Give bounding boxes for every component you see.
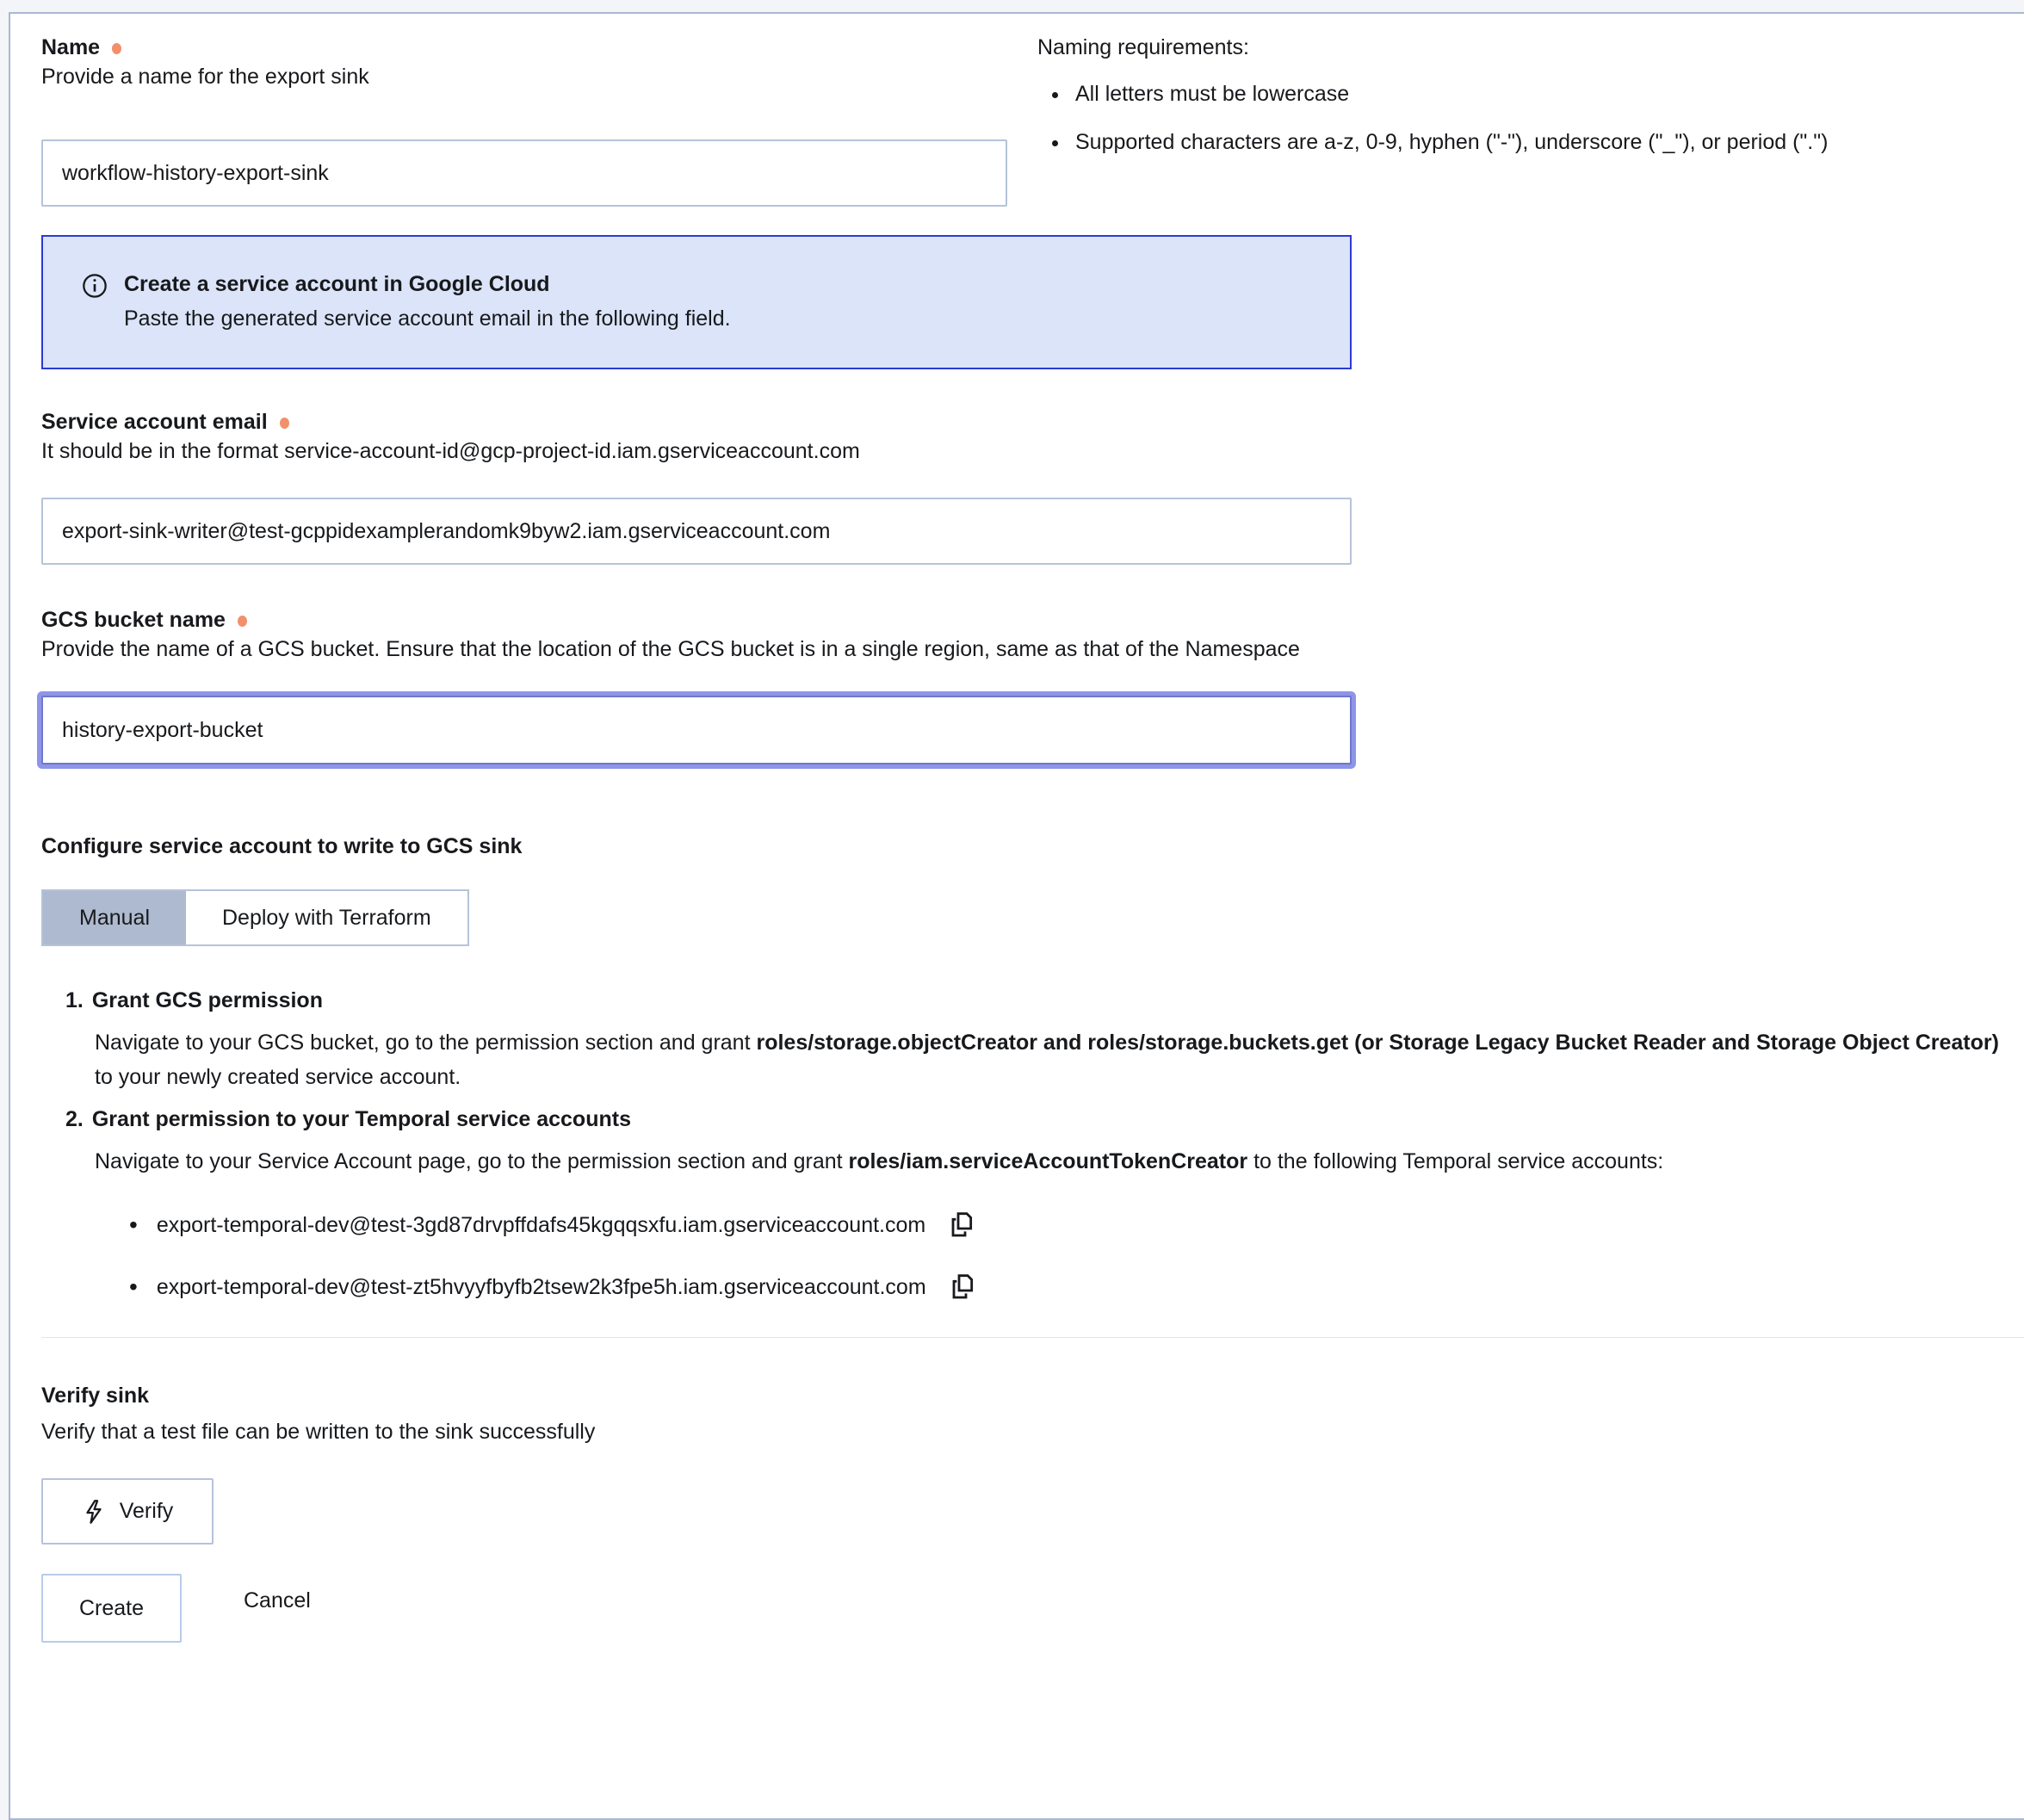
tab-manual[interactable]: Manual bbox=[43, 891, 186, 944]
service-account-description: It should be in the format service-account-id@gcp-project-id.iam.gserviceaccount.com bbox=[41, 439, 860, 463]
step-body bbox=[95, 1144, 2006, 1179]
bucket-label-row bbox=[41, 605, 2024, 635]
step-body-roles: roles/storage.objectCreator and roles/storage.buckets.get (or Storage Legacy Bucket Reader and Storage Object Creator) bbox=[756, 1031, 1999, 1055]
service-account-label-row bbox=[41, 407, 2024, 436]
tab-deploy-with-terraform[interactable]: Deploy with Terraform bbox=[222, 906, 431, 930]
verify-sink-description: Verify that a test file can be written to the sink successfully bbox=[41, 1420, 596, 1444]
step-body-text: Navigate to your GCS bucket, go to the permission section and grant bbox=[95, 1031, 757, 1055]
bucket-field-group bbox=[41, 605, 2024, 765]
cancel-button[interactable]: Cancel bbox=[238, 1588, 316, 1614]
naming-requirements bbox=[1037, 33, 2024, 207]
service-account-email: • export-temporal-dev@test-zt5hvyyfbyfb2tsew2k3fpe5h.iam.gserviceaccount.com bbox=[156, 1275, 926, 1299]
name-field-group bbox=[41, 33, 1037, 207]
step-body-text: Navigate to your Service Account page, go to the permission section and grant bbox=[95, 1149, 849, 1173]
service-account-email: • export-temporal-dev@test-3gd87drvpffdafs45kgqqsxfu.iam.gserviceaccount.com bbox=[156, 1213, 926, 1237]
required-indicator bbox=[238, 616, 247, 627]
info-banner-text bbox=[124, 269, 731, 333]
gcs-bucket-name-input[interactable] bbox=[41, 696, 1352, 765]
service-account-row bbox=[129, 1272, 2024, 1303]
name-label: Name bbox=[41, 35, 101, 59]
lightning-bolt-icon bbox=[82, 1499, 106, 1525]
step-body bbox=[95, 1025, 2006, 1094]
manual-steps bbox=[41, 986, 2024, 1303]
step-body-roles: roles/iam.serviceAccountTokenCreator bbox=[848, 1149, 1248, 1173]
configure-section-title: Configure service account to write to GCS sink bbox=[41, 834, 523, 858]
naming-requirements-list bbox=[1037, 79, 2024, 157]
name-description: Provide a name for the export sink bbox=[41, 65, 369, 89]
naming-requirement-item: • All letters must be lowercase bbox=[1070, 79, 2024, 108]
step-title bbox=[65, 986, 2024, 1015]
naming-requirement-item: • Supported characters are a-z, 0-9, hyphen ("-"), underscore ("_"), or period (".") bbox=[1070, 127, 2024, 157]
info-banner-title: Create a service account in Google Cloud bbox=[124, 272, 550, 296]
deploy-method-tabs bbox=[41, 889, 469, 946]
info-banner bbox=[41, 235, 1352, 369]
info-circle-icon bbox=[81, 272, 108, 300]
temporal-service-account-list bbox=[41, 1210, 2024, 1303]
export-sink-form-panel bbox=[9, 12, 2024, 1820]
step-title-text: Grant GCS permission bbox=[91, 988, 323, 1012]
info-banner-body: Paste the generated service account email in the following field. bbox=[124, 306, 731, 331]
create-button[interactable]: Create bbox=[41, 1574, 182, 1643]
required-indicator bbox=[280, 418, 289, 429]
step-grant-gcs-permission bbox=[41, 986, 2024, 1094]
service-account-label: Service account email bbox=[41, 410, 268, 434]
service-account-field-group bbox=[41, 407, 2024, 565]
name-and-requirements-row bbox=[41, 33, 2024, 207]
form-actions bbox=[41, 1574, 2024, 1643]
step-grant-temporal-permission bbox=[41, 1105, 2024, 1303]
copy-icon[interactable] bbox=[948, 1210, 975, 1241]
service-account-row bbox=[129, 1210, 2024, 1241]
step-body-text: to your newly created service account. bbox=[95, 1065, 461, 1089]
step-number: 1. bbox=[65, 988, 84, 1012]
required-indicator bbox=[112, 43, 121, 54]
name-label-row bbox=[41, 33, 1037, 62]
name-input[interactable] bbox=[41, 139, 1007, 207]
step-title-text: Grant permission to your Temporal service accounts bbox=[91, 1107, 631, 1131]
bucket-description: Provide the name of a GCS bucket. Ensure that the location of the GCS bucket is in a single region, same as that of the Namespace bbox=[41, 637, 1300, 661]
verify-sink-title: Verify sink bbox=[41, 1384, 150, 1408]
copy-icon[interactable] bbox=[949, 1272, 976, 1303]
step-number: 2. bbox=[65, 1107, 84, 1131]
step-body-text: to the following Temporal service accounts: bbox=[1247, 1149, 1664, 1173]
naming-requirements-title: Naming requirements: bbox=[1037, 35, 1249, 59]
service-account-email-input[interactable] bbox=[41, 498, 1352, 565]
verify-button[interactable] bbox=[41, 1478, 214, 1545]
verify-button-label: Verify bbox=[119, 1499, 174, 1523]
bucket-label: GCS bucket name bbox=[41, 608, 226, 632]
step-title bbox=[65, 1105, 2024, 1134]
section-divider bbox=[41, 1337, 2024, 1338]
